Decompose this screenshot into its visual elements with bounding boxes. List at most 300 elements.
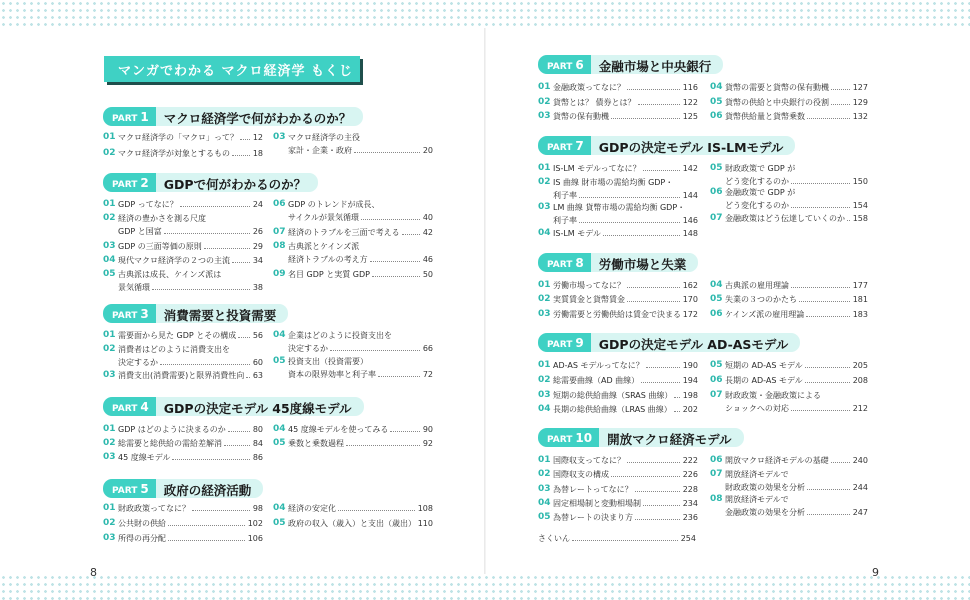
entry-number: 08	[273, 241, 286, 251]
toc-entry[interactable]	[538, 202, 698, 226]
entry-number: 01	[103, 503, 116, 513]
entry-number: 07	[710, 390, 723, 400]
toc-entry[interactable]	[273, 438, 433, 450]
leader-dots	[799, 301, 850, 302]
entry-title: 名目 GDP と実質 GDP	[288, 270, 370, 279]
leader-dots	[611, 118, 680, 119]
toc-entry[interactable]	[710, 97, 868, 109]
entry-number: 08	[710, 494, 723, 504]
toc-entry[interactable]	[710, 390, 868, 414]
entry-title: 古典派は成長、ケインズ派は	[118, 270, 222, 279]
toc-entry[interactable]	[103, 424, 263, 436]
leader-dots	[627, 287, 680, 288]
toc-entry[interactable]	[273, 330, 433, 354]
entry-title: 長期の総供給曲線（LRAS 曲線）	[553, 405, 672, 414]
entry-page: 34	[252, 256, 263, 265]
entry-page: 132	[852, 112, 868, 121]
leader-dots	[643, 170, 680, 171]
entry-page: 172	[682, 310, 698, 319]
part-title: 金融市場と中央銀行	[591, 55, 724, 74]
entry-page: 86	[252, 453, 263, 462]
entry-page: 212	[852, 404, 868, 413]
entry-number: 04	[710, 82, 723, 92]
toc-entry[interactable]	[538, 177, 698, 201]
leader-dots	[643, 505, 680, 506]
entry-number: 05	[273, 518, 286, 528]
toc-entry[interactable]	[103, 438, 263, 450]
entry-page: 56	[252, 331, 263, 340]
part-header-5[interactable]	[103, 479, 263, 498]
leader-dots	[228, 431, 250, 432]
leader-dots	[635, 491, 680, 492]
entry-page: 183	[852, 310, 868, 319]
toc-entry[interactable]	[103, 269, 263, 293]
part-number: 7	[575, 139, 584, 153]
entry-title: 固定相場制と変動相場制	[553, 499, 641, 508]
entry-title-line2: GDP と国富	[118, 227, 162, 236]
entry-page: 12	[252, 133, 263, 142]
part-header-3[interactable]	[103, 304, 288, 323]
part-title: GDPで何がわかるのか？	[156, 173, 318, 192]
toc-entry[interactable]	[538, 375, 698, 387]
entry-title: 財政政策・金融政策による	[725, 391, 821, 400]
part-title: GDPの決定モデル IS-LMモデル	[591, 136, 796, 155]
entry-page: 90	[422, 425, 433, 434]
leader-dots	[638, 104, 680, 105]
part-badge	[103, 479, 156, 498]
toc-entry[interactable]	[710, 455, 868, 467]
entry-title: 開放経済モデルで	[725, 470, 789, 479]
leader-dots	[330, 350, 420, 351]
entry-number: 04	[710, 280, 723, 290]
part-header-10[interactable]	[538, 428, 744, 447]
entry-page: 106	[247, 534, 263, 543]
entry-number: 05	[710, 294, 723, 304]
entry-title: 企業はどのように投資支出を	[288, 331, 392, 340]
toc-entry[interactable]	[103, 452, 263, 464]
toc-entry[interactable]	[710, 82, 868, 94]
toc-entry[interactable]	[538, 484, 698, 496]
leader-dots	[152, 289, 250, 290]
entry-title-line2: サイクルが景気循環	[288, 213, 360, 222]
toc-entry[interactable]	[538, 163, 698, 175]
entry-title: マクロ経済学の主役	[288, 133, 360, 142]
entry-title-line2: 景気循環	[118, 283, 150, 292]
entry-title: GDP はどのように決まるのか	[118, 425, 226, 434]
toc-entry[interactable]	[538, 469, 698, 481]
entry-title: IS-LM モデル	[553, 229, 601, 238]
part-title: 開放マクロ経済モデル	[599, 428, 743, 447]
leader-dots	[831, 462, 850, 463]
leader-dots	[579, 197, 680, 198]
toc-entry[interactable]	[538, 82, 698, 94]
entry-title-line2: 利子率	[553, 191, 577, 200]
index-page: 254	[680, 534, 696, 543]
toc-entry[interactable]	[273, 518, 433, 530]
entry-page: 222	[682, 456, 698, 465]
leader-dots	[627, 462, 680, 463]
entry-title: 現代マクロ経済学の２つの主流	[118, 256, 230, 265]
leader-dots	[831, 104, 850, 105]
leader-dots	[372, 276, 420, 277]
entry-number: 01	[103, 330, 116, 340]
leader-dots	[246, 377, 250, 378]
entry-title: 政府の収入（歳入）と支出（歳出）	[288, 519, 416, 528]
toc-entry[interactable]	[538, 294, 698, 306]
entry-number: 04	[273, 330, 286, 340]
leader-dots	[847, 220, 850, 221]
entry-page: 247	[852, 508, 868, 517]
entry-page: 181	[852, 295, 868, 304]
part-word: PART	[112, 404, 138, 414]
entry-title: 貨幣の保有動機	[553, 112, 609, 121]
entry-title: 総需要と総供給の需給差解消	[118, 439, 222, 448]
part-number: 5	[140, 482, 149, 496]
entry-title: GDP ってなに？	[118, 200, 178, 209]
toc-entry[interactable]	[538, 360, 698, 372]
entry-title: 国際収支の構成	[553, 470, 609, 479]
leader-dots	[791, 410, 850, 411]
toc-entry[interactable]	[273, 132, 433, 156]
toc-entry[interactable]	[103, 213, 263, 237]
entry-title: マクロ経済学が対象とするもの	[118, 149, 230, 158]
toc-entry[interactable]	[538, 111, 698, 123]
entry-number: 03	[103, 533, 116, 543]
toc-entry[interactable]	[538, 280, 698, 292]
part-title: 政府の経済活動	[156, 479, 264, 498]
part-title: マクロ経済学で何がわかるのか？	[156, 107, 364, 126]
part-header-4[interactable]	[103, 397, 364, 416]
entry-number: 02	[103, 438, 116, 448]
toc-entry[interactable]	[273, 199, 433, 223]
leader-dots	[361, 219, 420, 220]
toc-entry[interactable]	[103, 148, 263, 160]
entry-title: 古典派とケインズ派	[288, 242, 360, 251]
entry-page: 127	[852, 83, 868, 92]
entry-page: 92	[422, 439, 433, 448]
entry-title-line2: 決定するか	[118, 358, 158, 367]
dotted-band-top	[0, 0, 970, 28]
leader-dots	[674, 397, 680, 398]
entry-number: 07	[273, 227, 286, 237]
part-badge	[538, 428, 599, 447]
entry-page: 228	[682, 485, 698, 494]
leader-dots	[791, 207, 850, 208]
toc-entry[interactable]	[103, 132, 263, 144]
toc-entry[interactable]	[710, 309, 868, 321]
entry-page: 122	[682, 98, 698, 107]
part-header-9[interactable]	[538, 333, 800, 352]
entry-title-line2: どう変化するのか	[725, 177, 789, 186]
entry-number: 05	[273, 438, 286, 448]
entry-number: 07	[710, 213, 723, 223]
part-word: PART	[547, 340, 573, 350]
toc-entry[interactable]	[710, 111, 868, 123]
part-number: 9	[575, 336, 584, 350]
toc-entry[interactable]	[273, 503, 433, 515]
leader-dots	[204, 248, 250, 249]
toc-entry[interactable]	[710, 494, 868, 518]
entry-title: 実質賃金と貨幣賃金	[553, 295, 625, 304]
entry-page: 38	[252, 283, 263, 292]
entry-number: 03	[103, 370, 116, 380]
part-header-8[interactable]	[538, 253, 698, 272]
toc-entry[interactable]	[103, 199, 263, 211]
toc-entry[interactable]	[710, 213, 868, 225]
leader-dots	[791, 183, 850, 184]
toc-entry[interactable]	[273, 241, 433, 265]
toc-entry[interactable]	[710, 375, 868, 387]
entry-page: 42	[422, 228, 433, 237]
entry-number: 02	[538, 177, 551, 187]
entry-title: GDP の三面等価の原則	[118, 242, 202, 251]
entry-number: 01	[103, 424, 116, 434]
entry-number: 05	[710, 163, 723, 173]
part-header-2[interactable]	[103, 173, 318, 192]
part-word: PART	[112, 180, 138, 190]
leader-dots	[390, 431, 420, 432]
entry-title: 為替レートってなに？	[553, 485, 633, 494]
entry-title: 総需要曲線（AD 曲線）	[553, 376, 640, 385]
entry-number: 06	[710, 309, 723, 319]
part-word: PART	[547, 435, 573, 445]
entry-number: 05	[273, 356, 286, 366]
entry-number: 02	[103, 148, 116, 158]
entry-page: 234	[682, 499, 698, 508]
toc-entry[interactable]	[538, 97, 698, 109]
toc-entry[interactable]	[710, 280, 868, 292]
entry-number: 09	[273, 269, 286, 279]
entry-page: 150	[852, 177, 868, 186]
entry-page: 72	[422, 370, 433, 379]
leader-dots	[168, 525, 245, 526]
entry-page: 63	[252, 371, 263, 380]
toc-entry[interactable]	[710, 360, 868, 372]
toc-entry[interactable]	[273, 227, 433, 239]
entry-page: 50	[422, 270, 433, 279]
entry-page: 194	[682, 376, 698, 385]
entry-title: 開放マクロ経済モデルの基礎	[725, 456, 829, 465]
toc-entry[interactable]	[710, 469, 868, 493]
entry-number: 01	[103, 132, 116, 142]
entry-title: 貨幣とは？ 債券とは？	[553, 98, 636, 107]
toc-entry[interactable]	[103, 518, 263, 530]
part-number: 1	[140, 110, 149, 124]
entry-title: 財政政策ってなに？	[118, 504, 190, 513]
toc-entry[interactable]	[103, 503, 263, 515]
toc-entry[interactable]	[103, 255, 263, 267]
entry-title: 金融政策で GDP が	[725, 188, 796, 197]
entry-title: 需要面から見た GDP とその構成	[118, 331, 237, 340]
entry-page: 80	[252, 425, 263, 434]
part-word: PART	[112, 311, 138, 321]
entry-page: 148	[682, 229, 698, 238]
part-title: GDPの決定モデル 45度線モデル	[156, 397, 364, 416]
part-title: 労働市場と失業	[591, 253, 699, 272]
entry-number: 03	[538, 202, 551, 212]
part-number: 10	[575, 431, 593, 445]
part-badge	[538, 253, 591, 272]
toc-entry[interactable]	[538, 228, 698, 240]
entry-number: 04	[273, 503, 286, 513]
entry-title-line2: 経済トラブルの考え方	[288, 255, 368, 264]
entry-page: 29	[252, 242, 263, 251]
entry-page: 154	[852, 201, 868, 210]
entry-page: 236	[682, 513, 698, 522]
entry-number: 03	[103, 241, 116, 251]
entry-title: 貨幣の需要と貨幣の保有動機	[725, 83, 829, 92]
entry-page: 116	[682, 83, 698, 92]
leader-dots	[232, 155, 250, 156]
toc-entry[interactable]	[538, 404, 698, 416]
entry-number: 05	[538, 512, 551, 522]
leader-dots	[238, 337, 250, 338]
entry-number: 01	[538, 82, 551, 92]
entry-title: 公共財の供給	[118, 519, 166, 528]
part-badge	[538, 136, 591, 155]
entry-title: 国際収支ってなに？	[553, 456, 625, 465]
entry-number: 04	[538, 228, 551, 238]
toc-entry[interactable]	[710, 163, 868, 187]
leader-dots	[579, 222, 680, 223]
entry-title: 貨幣の供給と中央銀行の役割	[725, 98, 829, 107]
entry-title: ケインズ派の雇用理論	[725, 310, 805, 319]
entry-title-line2: 利子率	[553, 216, 577, 225]
entry-title: 古典派の雇用理論	[725, 281, 789, 290]
toc-entry[interactable]	[538, 455, 698, 467]
entry-title: 財政政策で GDP が	[725, 164, 796, 173]
leader-dots	[180, 206, 250, 207]
leader-dots	[402, 234, 420, 235]
entry-title: 為替レートの決まり方	[553, 513, 633, 522]
toc-entry[interactable]	[710, 294, 868, 306]
part-badge	[538, 333, 591, 352]
entry-number: 03	[103, 452, 116, 462]
toc-entry[interactable]	[538, 512, 698, 524]
entry-title: 消費者はどのように消費支出を	[118, 345, 230, 354]
entry-title: 失業の３つのかたち	[725, 295, 797, 304]
toc-entry[interactable]	[273, 356, 433, 380]
entry-number: 01	[538, 280, 551, 290]
entry-number: 01	[538, 163, 551, 173]
entry-number: 04	[538, 498, 551, 508]
part-header-6[interactable]	[538, 55, 723, 74]
entry-page: 110	[417, 519, 433, 528]
entry-number: 02	[538, 294, 551, 304]
entry-title: 労働市場ってなに？	[553, 281, 625, 290]
entry-page: 205	[852, 361, 868, 370]
entry-page: 46	[422, 255, 433, 264]
leader-dots	[806, 316, 850, 317]
toc-entry[interactable]	[710, 187, 868, 211]
leader-dots	[346, 445, 420, 446]
entry-page: 20	[422, 146, 433, 155]
entry-page: 26	[252, 227, 263, 236]
leader-dots	[378, 376, 420, 377]
entry-page: 244	[852, 483, 868, 492]
entry-title: 開放経済モデルで	[725, 495, 789, 504]
entry-page: 208	[852, 376, 868, 385]
toc-entry[interactable]	[538, 390, 698, 402]
part-number: 2	[140, 176, 149, 190]
entry-number: 03	[538, 309, 551, 319]
entry-page: 146	[682, 216, 698, 225]
leader-dots	[641, 382, 680, 383]
entry-title: 経済の安定化	[288, 504, 336, 513]
entry-title: 消費支出(消費需要)と限界消費性向	[118, 371, 245, 380]
leader-dots	[805, 382, 850, 383]
toc-entry[interactable]	[103, 241, 263, 253]
part-title: GDPの決定モデル AD-ASモデル	[591, 333, 801, 352]
part-header-1[interactable]	[103, 107, 363, 126]
toc-title: マンガでわかる マクロ経済学 もくじ	[104, 56, 360, 82]
entry-number: 06	[710, 187, 723, 197]
entry-page: 18	[252, 149, 263, 158]
toc-entry[interactable]	[273, 424, 433, 436]
leader-dots	[338, 510, 415, 511]
toc-entry[interactable]	[103, 330, 263, 342]
entry-page: 102	[247, 519, 263, 528]
entry-title: 所得の再分配	[118, 534, 166, 543]
entry-page: 66	[422, 344, 433, 353]
part-number: 4	[140, 400, 149, 414]
part-header-7[interactable]	[538, 136, 795, 155]
index-entry[interactable]	[538, 533, 696, 545]
entry-number: 03	[538, 111, 551, 121]
entry-title-line2: 決定するか	[288, 344, 328, 353]
leader-dots	[603, 235, 680, 236]
entry-page: 202	[682, 405, 698, 414]
entry-page: 170	[682, 295, 698, 304]
leader-dots	[192, 510, 250, 511]
entry-page: 125	[682, 112, 698, 121]
part-word: PART	[112, 486, 138, 496]
leader-dots	[224, 445, 250, 446]
part-badge	[103, 173, 156, 192]
toc-entry[interactable]	[538, 309, 698, 321]
entry-number: 04	[538, 404, 551, 414]
entry-number: 01	[538, 455, 551, 465]
entry-number: 05	[710, 360, 723, 370]
entry-page: 24	[252, 200, 263, 209]
entry-number: 06	[710, 455, 723, 465]
toc-entry[interactable]	[538, 498, 698, 510]
entry-title: GDP のトレンドが成長、	[288, 200, 380, 209]
toc-entry[interactable]	[273, 269, 433, 281]
part-word: PART	[547, 260, 573, 270]
part-word: PART	[547, 62, 573, 72]
part-number: 6	[575, 58, 584, 72]
entry-title: IS 曲線 財市場の需給均衡 GDP・	[553, 178, 674, 187]
entry-page: 40	[422, 213, 433, 222]
leader-dots	[354, 152, 420, 153]
toc-entry[interactable]	[103, 533, 263, 545]
part-number: 8	[575, 256, 584, 270]
entry-title: 貨幣供給量と貨幣乗数	[725, 112, 805, 121]
toc-entry[interactable]	[103, 344, 263, 368]
toc-entry[interactable]	[103, 370, 263, 382]
part-number: 3	[140, 307, 149, 321]
entry-page: 142	[682, 164, 698, 173]
entry-title: LM 曲線 貨幣市場の需給均衡 GDP・	[553, 203, 686, 212]
entry-number: 02	[103, 213, 116, 223]
entry-title: 長期の AD-AS モデル	[725, 376, 803, 385]
entry-page: 190	[682, 361, 698, 370]
entry-number: 01	[103, 199, 116, 209]
entry-title: IS-LM モデルってなに？	[553, 164, 641, 173]
entry-title: 45 度線モデル	[118, 453, 171, 462]
entry-title: 金融政策はどう伝達していくのか	[725, 214, 845, 223]
